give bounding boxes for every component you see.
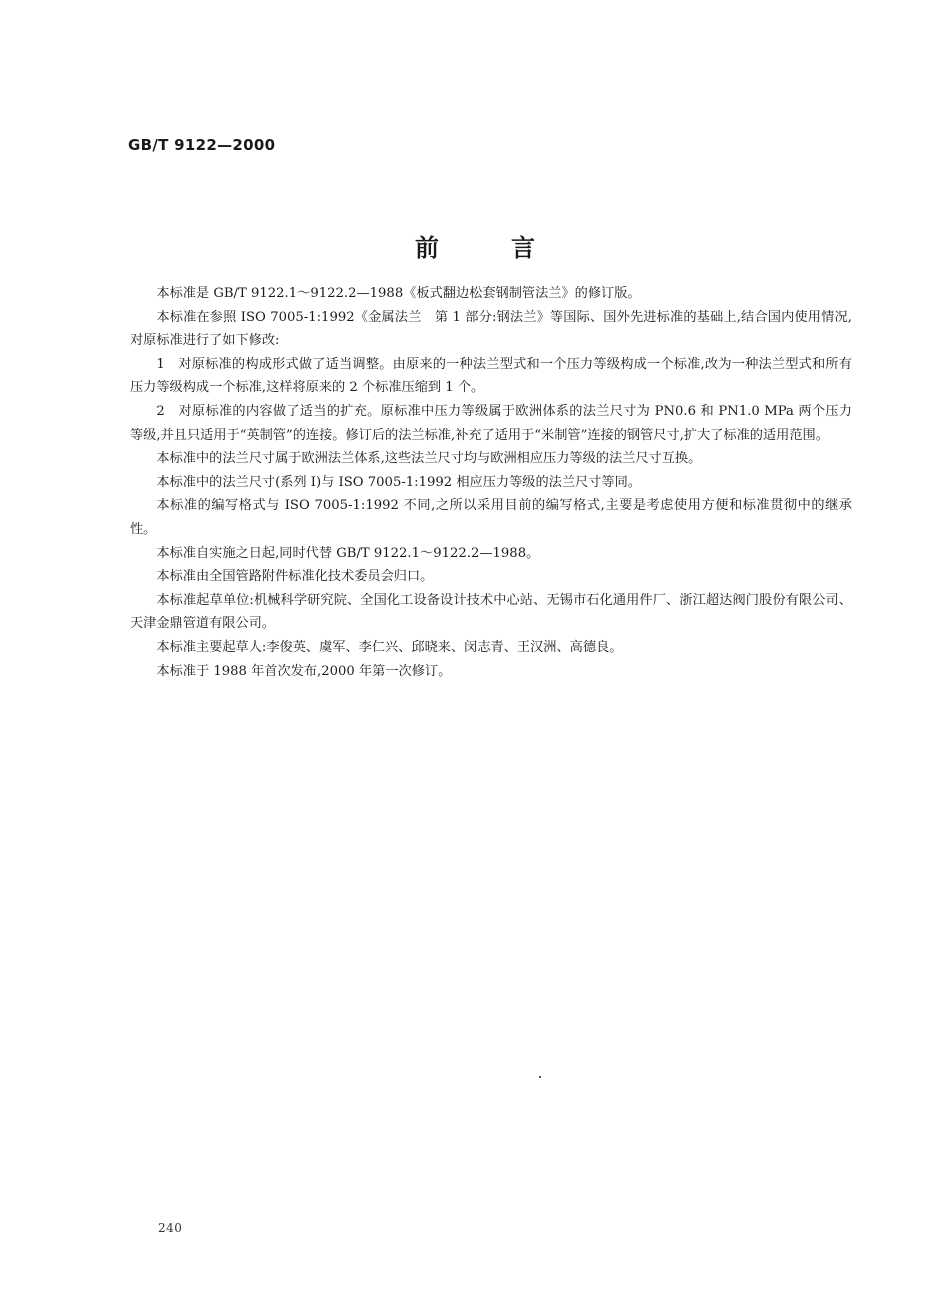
- paragraph-iso-equivalence: 本标准中的法兰尺寸(系列 Ⅰ)与 ISO 7005-1:1992 相应压力等级的法兰尺寸等同。: [156, 474, 641, 490]
- scan-speck: [539, 1076, 541, 1078]
- paragraph-drafters: 本标准主要起草人:李俊英、虞军、李仁兴、邱晓来、闵志青、王汉洲、高德良。: [156, 639, 623, 655]
- paragraph-supersedes: 本标准自实施之日起,同时代替 GB/T 9122.1～9122.2—1988。: [156, 545, 540, 561]
- paragraph-drafting-units: 本标准起草单位:机械科学研究院、全国化工设备设计技术中心站、无锡市石化通用件厂、浙江超达阀门股份有限公司、天津金鼎管道有限公司。: [130, 592, 852, 632]
- page-number: 240: [158, 1221, 183, 1235]
- paragraph-committee: 本标准由全国管路附件标准化技术委员会归口。: [156, 569, 434, 585]
- title-char-2: 言: [511, 234, 535, 262]
- paragraph-change-2: 2 对原标准的内容做了适当的扩充。原标准中压力等级属于欧洲体系的法兰尺寸为 PN0.6 和 PN1.0 MPa 两个压力等级,并且只适用于“英制管”的连接。修订后的法兰标准,补充了适用于“米制管”连接的钢管尺寸,扩大了标准的适用范围。: [130, 403, 852, 443]
- paragraph-revision-note: 本标准是 GB/T 9122.1～9122.2—1988《板式翻边松套钢制管法兰》的修订版。: [156, 286, 641, 301]
- preface-body: [130, 282, 852, 683]
- page-title: [0, 228, 950, 263]
- paragraph-format: 本标准的编写格式与 ISO 7005-1:1992 不同,之所以采用目前的编写格式,主要是考虑使用方便和标准贯彻中的继承性。: [130, 498, 852, 537]
- paragraph-history: 本标准于 1988 年首次发布,2000 年第一次修订。: [156, 663, 452, 679]
- paragraph-change-1: 1 对原标准的构成形式做了适当调整。由原来的一种法兰型式和一个压力等级构成一个标准,改为一种法兰型式和所有压力等级构成一个标准,这样将原来的 2 个标准压缩到 1 个。: [130, 356, 852, 396]
- paragraph-european-system: 本标准中的法兰尺寸属于欧洲法兰体系,这些法兰尺寸均与欧洲相应压力等级的法兰尺寸互换。: [156, 451, 702, 467]
- standard-code: GB/T 9122—2000: [128, 136, 276, 154]
- paragraph-reference-basis: 本标准在参照 ISO 7005-1:1992《金属法兰 第 1 部分:钢法兰》等国际、国外先进标准的基础上,结合国内使用情况,对原标准进行了如下修改:: [130, 309, 852, 349]
- title-char-1: 前: [415, 234, 439, 262]
